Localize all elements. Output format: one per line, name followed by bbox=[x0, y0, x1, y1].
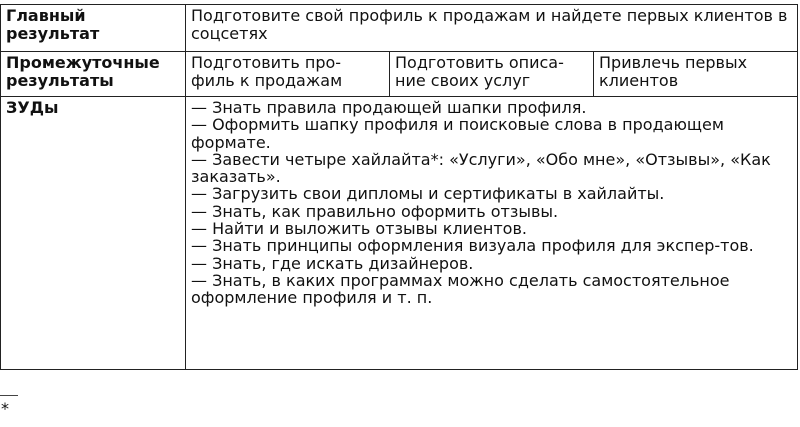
zud-item: — Знать принципы оформления визуала профиля для экспер-тов. bbox=[191, 236, 754, 256]
zud-label: ЗУДы bbox=[1, 97, 186, 370]
zud-item: — Знать, как правильно оформить отзывы. bbox=[191, 201, 559, 221]
footnote-marker: * bbox=[1, 399, 9, 418]
zud-row bbox=[1, 97, 798, 370]
intermediate-result-2: Подготовить описа-ние своих услуг bbox=[390, 52, 594, 97]
zud-item: — Загрузить свои дипломы и сертификаты в хайлайты. bbox=[191, 184, 665, 204]
zud-item: — Завести четыре хайлайта*: «Услуги», «Обо мне», «Отзывы», «Как заказать». bbox=[191, 149, 771, 187]
learning-outcomes-table-wrapper bbox=[0, 4, 797, 370]
zud-item: — Найти и выложить отзывы клиентов. bbox=[191, 219, 527, 239]
intermediate-result-3: Привлечь первых клиентов bbox=[594, 52, 798, 97]
main-result-text: Подготовите свой профиль к продажам и найдете первых клиентов в соцсетях bbox=[186, 5, 798, 52]
main-result-label: Главный результат bbox=[1, 5, 186, 52]
intermediate-result-1: Подготовить про-филь к продажам bbox=[186, 52, 390, 97]
intermediate-results-row bbox=[1, 52, 798, 97]
zud-item: — Знать, в каких программах можно сделать самостоятельное оформление профиля и т. п. bbox=[191, 270, 730, 308]
footnote-divider bbox=[0, 395, 18, 396]
zud-item: — Знать правила продающей шапки профиля. bbox=[191, 98, 587, 117]
intermediate-results-label: Промежуточные результаты bbox=[1, 52, 186, 97]
zud-item: — Оформить шапку профиля и поисковые слова в продающем формате. bbox=[191, 115, 724, 152]
main-result-row bbox=[1, 5, 798, 52]
zud-item: — Знать, где искать дизайнеров. bbox=[191, 253, 474, 273]
zud-list bbox=[191, 99, 792, 307]
zud-cell bbox=[186, 97, 798, 370]
learning-outcomes-table bbox=[0, 4, 798, 370]
